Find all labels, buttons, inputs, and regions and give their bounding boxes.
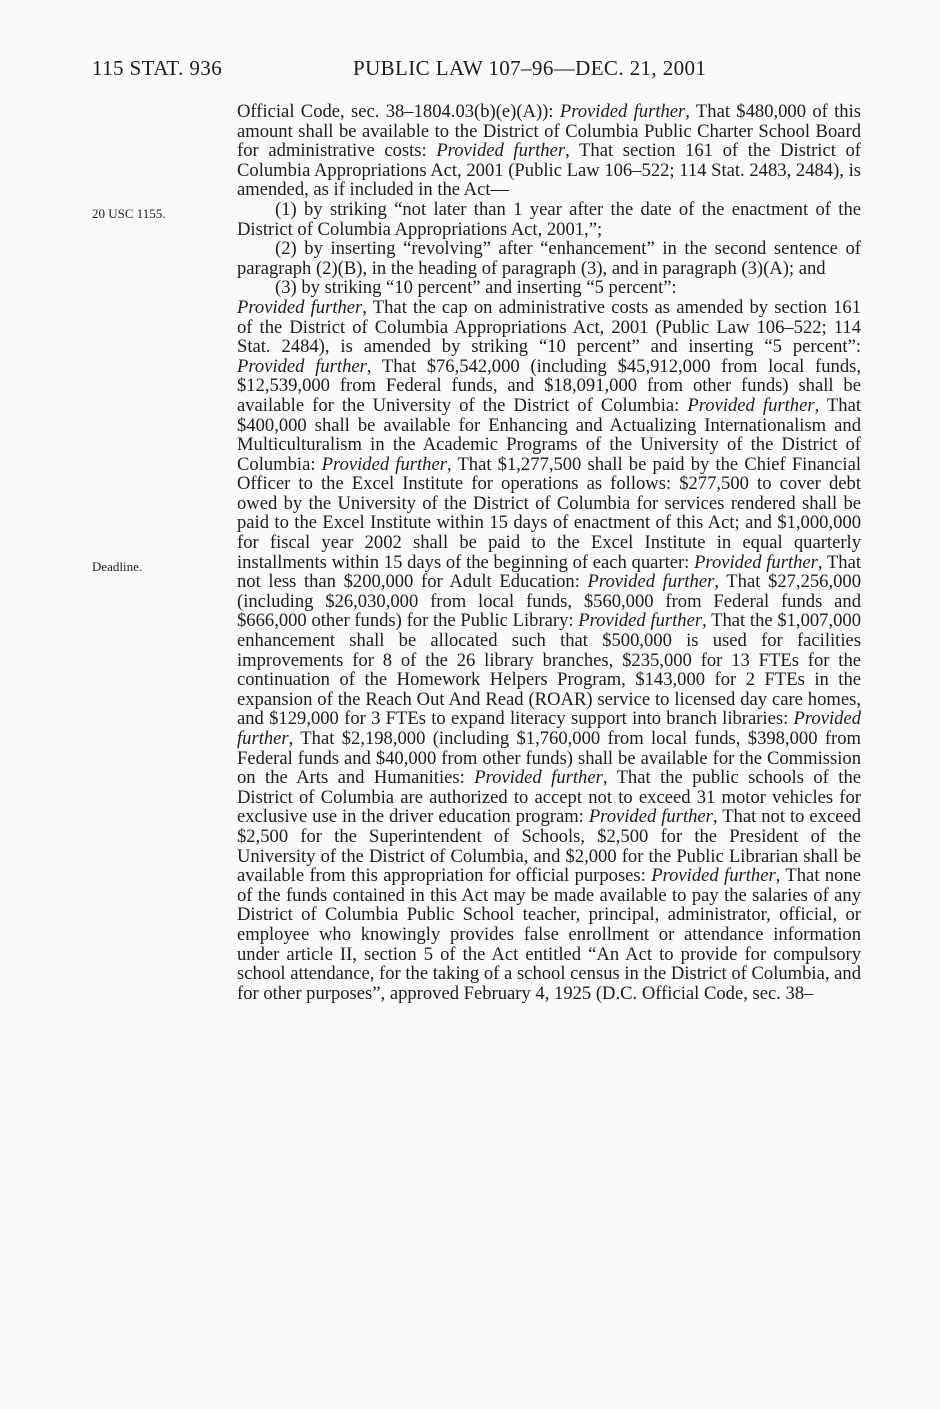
list-item-1: (1) by striking “not later than 1 year after the date of the enactment of the District of Columbia Appropriations Act, 2001,”; — [237, 198, 861, 240]
margin-note-usc: 20 USC 1155. — [92, 206, 166, 221]
stat-page-number: 115 STAT. 936 — [92, 56, 223, 80]
paragraph-2: Provided further, That the cap on administrative costs as amended by section 161 of the District of Columbia Appropriations Act, 2001 (Public Law 106–522; 114 Stat. 2484), is amended by striking “10 percent” and inserting “5 percent”: Provided further, That $76,542,000 (including $45,912,000 from local funds, $12,539,000 from Federal funds, and $18,091,000 from other funds) shall be available for the University of the District of Columbia: Provided further, That $400,000 shall be available for Enhancing and Actualizing Internationalism and Multiculturalism in the Academic Programs of the University of the District of Columbia: Provided further, That $1,277,500 shall be paid by the Chief Financial Officer to the Excel Institute for operations as follows: $277,500 to cover debt owed by the University of the District of Columbia for services rendered shall be paid to the Excel Institute within 15 days of enactment of this Act; and $1,000,000 for fiscal year 2002 shall be paid to the Excel Institute in equal quarterly installments within 15 days of the beginning of each quarter: Provided further, That not less than $200,000 for Adult Education: Provided further, That $27,256,000 (including $26,030,000 from local funds, $560,000 from Federal funds and $666,000 other funds) for the Public Library: Provided further, That the $1,007,000 enhancement shall be allocated such that $500,000 is used for facilities improvements for 8 of the 26 library branches, $235,000 for 13 FTEs for the continuation of the Homework Helpers Program, $143,000 for 2 FTEs in the expansion of the Reach Out And Read (ROAR) service to licensed day care homes, and $129,000 for 3 FTEs to expand literacy support into branch libraries: Provided further, That $2,198,000 (including $1,760,000 from local funds, $398,000 from Federal funds and $40,000 from other funds) shall be available for the Commission on the Arts and Humanities: Provided further, That the public schools of the District of Columbia are authorized to accept not to exceed 31 motor vehicles for exclusive use in the driver education program: Provided further, That not to exceed $2,500 for the Superintendent of Schools, $2,500 for the President of the University of the District of Columbia, and $2,000 for the Public Librarian shall be available from this appropriation for official purposes: Provided further, That none of the funds contained in this Act may be made available to pay the salaries of any District of Columbia Public School teacher, principal, administrator, official, or employee who knowingly provides false enrollment or attendance information under article II, section 5 of the Act entitled “An Act to provide for compulsory school attendance, for the taking of a school census in the District of Columbia, and for other purposes”, approved February 4, 1925 (D.C. Official Code, sec. 38– — [237, 296, 862, 1004]
body-text — [237, 102, 861, 1003]
margin-note-deadline: Deadline. — [92, 559, 143, 574]
page-title: PUBLIC LAW 107–96—DEC. 21, 2001 — [353, 56, 707, 80]
list-item-3: (3) by striking “10 percent” and inserting “5 percent”: — [275, 277, 677, 299]
list-item-2: (2) by inserting “revolving” after “enhancement” in the second sentence of paragraph (2)(B), in the heading of paragraph (3), and in paragraph (3)(A); and — [237, 238, 861, 279]
paragraph-1: Official Code, sec. 38–1804.03(b)(e)(A)): Provided further, That $480,000 of this amount shall be available to the District of Columbia Public Charter School Board for administrative costs: Provided further, That section 161 of the District of Columbia Appropriations Act, 2001 (Public Law 106–522; 114 Stat. 2483, 2484), is amended, as if included in the Act— — [237, 101, 862, 201]
